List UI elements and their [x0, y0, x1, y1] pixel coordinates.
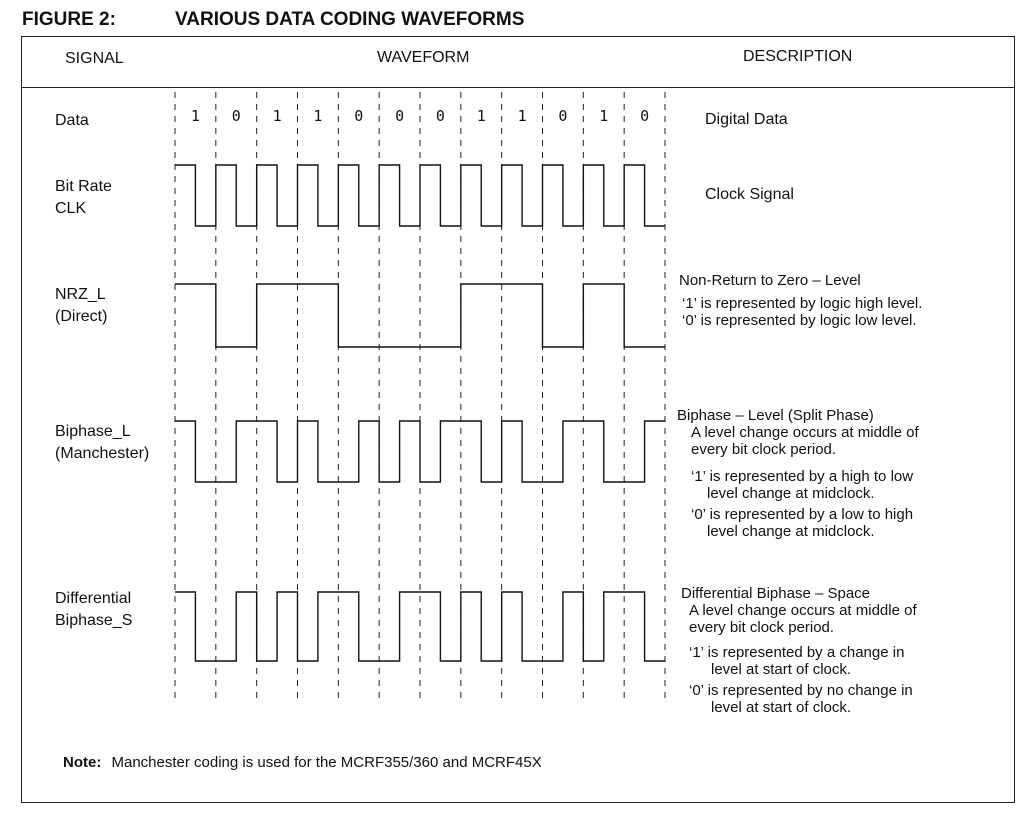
data-bit-8: 1 — [517, 107, 527, 125]
label-biphase-line-1: Biphase_L — [55, 423, 131, 440]
header-signal: SIGNAL — [65, 50, 124, 67]
desc-nrz-line-1: ‘1’ is represented by logic high level. — [682, 295, 923, 312]
data-bit-6: 0 — [435, 107, 445, 125]
desc-biphase-line-1: A level change occurs at middle of — [691, 424, 919, 441]
desc-diff-line-3: ‘1’ is represented by a change in — [689, 644, 905, 661]
desc-biphase-line-6: level change at midclock. — [707, 523, 875, 540]
desc-diff-line-6: level at start of clock. — [711, 699, 852, 716]
desc-biphase-line-4: level change at midclock. — [707, 485, 875, 502]
desc-biphase — [677, 407, 919, 540]
desc-biphase-line-5: ‘0’ is represented by a low to high — [691, 506, 914, 523]
data-bit-9: 0 — [558, 107, 568, 125]
desc-diff-title: Differential Biphase – Space — [681, 585, 871, 602]
header-description: DESCRIPTION — [743, 48, 853, 65]
label-data-line: Data — [55, 112, 89, 129]
desc-nrz-title: Non-Return to Zero – Level — [679, 272, 861, 289]
desc-nrz — [679, 272, 922, 329]
data-bit-5: 0 — [395, 107, 405, 125]
desc-diff-line-5: ‘0’ is represented by no change in — [689, 682, 913, 699]
desc-data: Digital Data — [705, 111, 788, 128]
desc-diff — [681, 585, 917, 716]
note-label: Note: — [63, 754, 102, 771]
note — [63, 754, 542, 771]
note-text: Manchester coding is used for the MCRF355/360 and MCRF45X — [111, 754, 542, 771]
label-nrz-line-2: (Direct) — [55, 308, 108, 325]
data-bit-1: 0 — [231, 107, 241, 125]
label-biphase-line-2: (Manchester) — [55, 445, 150, 462]
desc-nrz-line-2: ‘0’ is represented by logic low level. — [682, 312, 917, 329]
data-bit-0: 1 — [190, 107, 200, 125]
label-clock-line-1: Bit Rate — [55, 178, 112, 195]
clock-waveform — [175, 165, 665, 226]
desc-clock: Clock Signal — [705, 186, 794, 203]
data-bit-10: 1 — [599, 107, 609, 125]
figure-number: FIGURE 2: — [22, 9, 116, 30]
label-nrz-line-1: NRZ_L — [55, 286, 106, 303]
desc-biphase-title: Biphase – Level (Split Phase) — [677, 407, 874, 424]
desc-diff-line-2: every bit clock period. — [689, 619, 835, 636]
figure-title: VARIOUS DATA CODING WAVEFORMS — [175, 9, 525, 30]
desc-diff-line-1: A level change occurs at middle of — [689, 602, 917, 619]
data-bit-7: 1 — [476, 107, 486, 125]
label-diff-line-1: Differential — [55, 590, 132, 607]
desc-biphase-line-3: ‘1’ is represented by a high to low — [691, 468, 914, 485]
data-bit-11: 0 — [640, 107, 650, 125]
data-bit-2: 1 — [272, 107, 282, 125]
header-waveform: WAVEFORM — [377, 49, 470, 66]
data-bit-4: 0 — [354, 107, 364, 125]
desc-diff-line-4: level at start of clock. — [711, 661, 852, 678]
biphase-waveform — [175, 421, 665, 482]
label-diff-line-2: Biphase_S — [55, 612, 133, 629]
desc-biphase-line-2: every bit clock period. — [691, 441, 837, 458]
diff-biphase-waveform — [175, 592, 665, 661]
label-clock-line-2: CLK — [55, 200, 87, 217]
data-bit-3: 1 — [313, 107, 323, 125]
